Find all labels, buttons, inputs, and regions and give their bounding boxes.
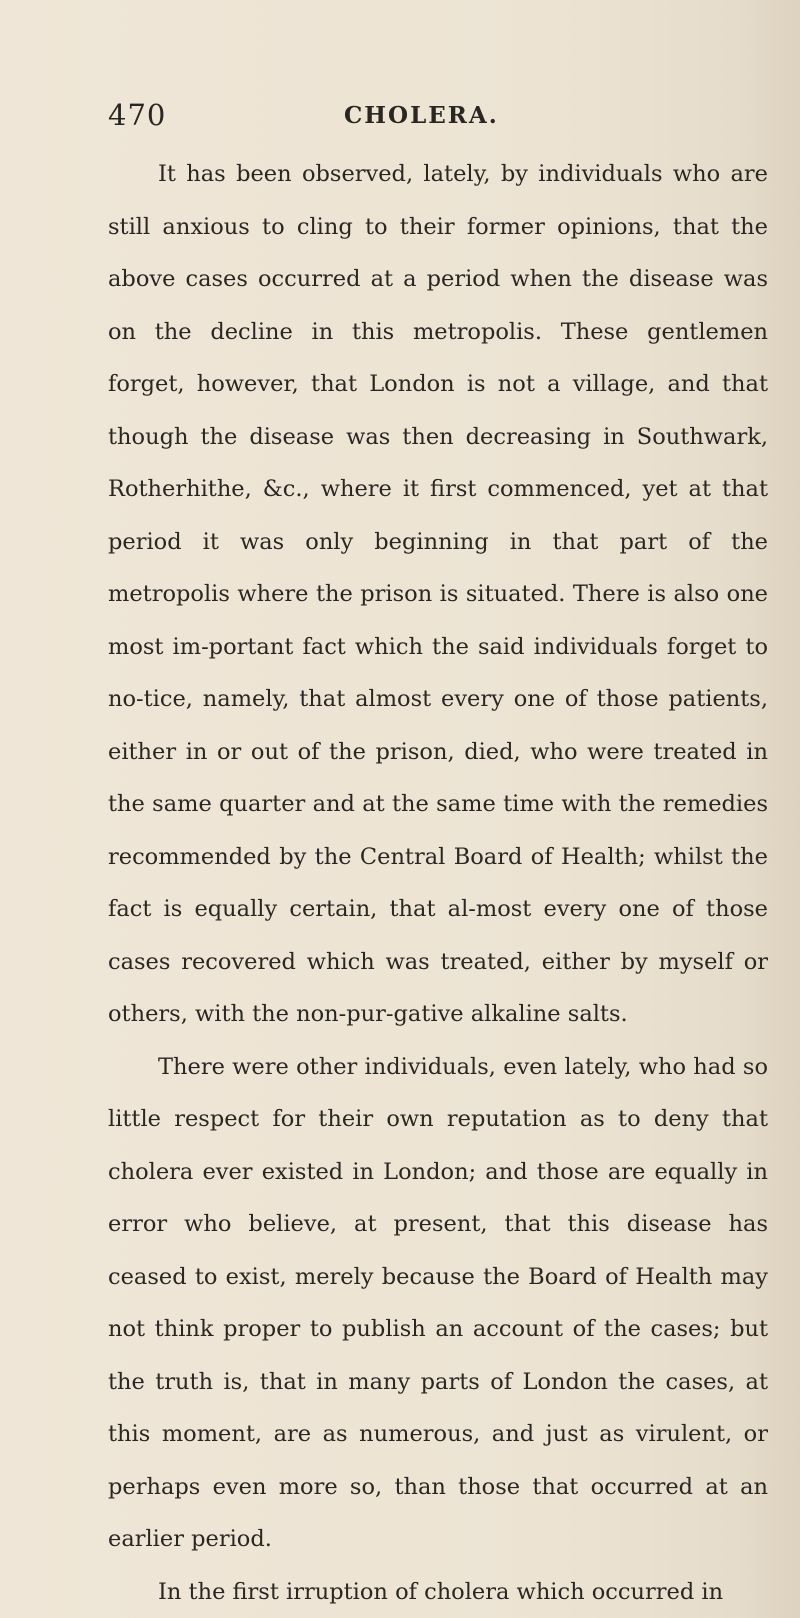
paragraph-2: There were other individuals, even lately, who had so little respect for their own reputation as to deny that cholera ever existed in London; and those are equally in error who believe, at present, that this disease has ceased to exist, merely because the Board of Health may not think proper to publish an account of the cases; but the truth is, that in many parts of London the cases, at this moment, are as numerous, and just as virulent, or perhaps even more so, than those that occurred at an earlier period. — [108, 1041, 768, 1566]
page-number: 470 — [108, 98, 166, 132]
running-title: CHOLERA. — [344, 102, 499, 129]
paragraph-3: In the first irruption of cholera which occurred in — [108, 1566, 768, 1618]
paragraph-1: It has been observed, lately, by individuals who are still anxious to cling to their former opinions, that the above cases occurred at a period when the disease was on the decline in this metropolis. These gentlemen forget, however, that London is not a village, and that though the disease was then decreasing in Southwark, Rotherhithe, &c., where it first commenced, yet at that period it was only beginning in that part of the metropolis where the prison is situated. There is also one most im-portant fact which the said individuals forget to no-tice, namely, that almost every one of those patients, either in or out of the prison, died, who were treated in the same quarter and at the same time with the remedies recommended by the Central Board of Health; whilst the fact is equally certain, that al-most every one of those cases recovered which was treated, either by myself or others, with the non-pur-gative alkaline salts. — [108, 148, 768, 1041]
body-text — [108, 148, 768, 1618]
running-head — [108, 98, 768, 138]
